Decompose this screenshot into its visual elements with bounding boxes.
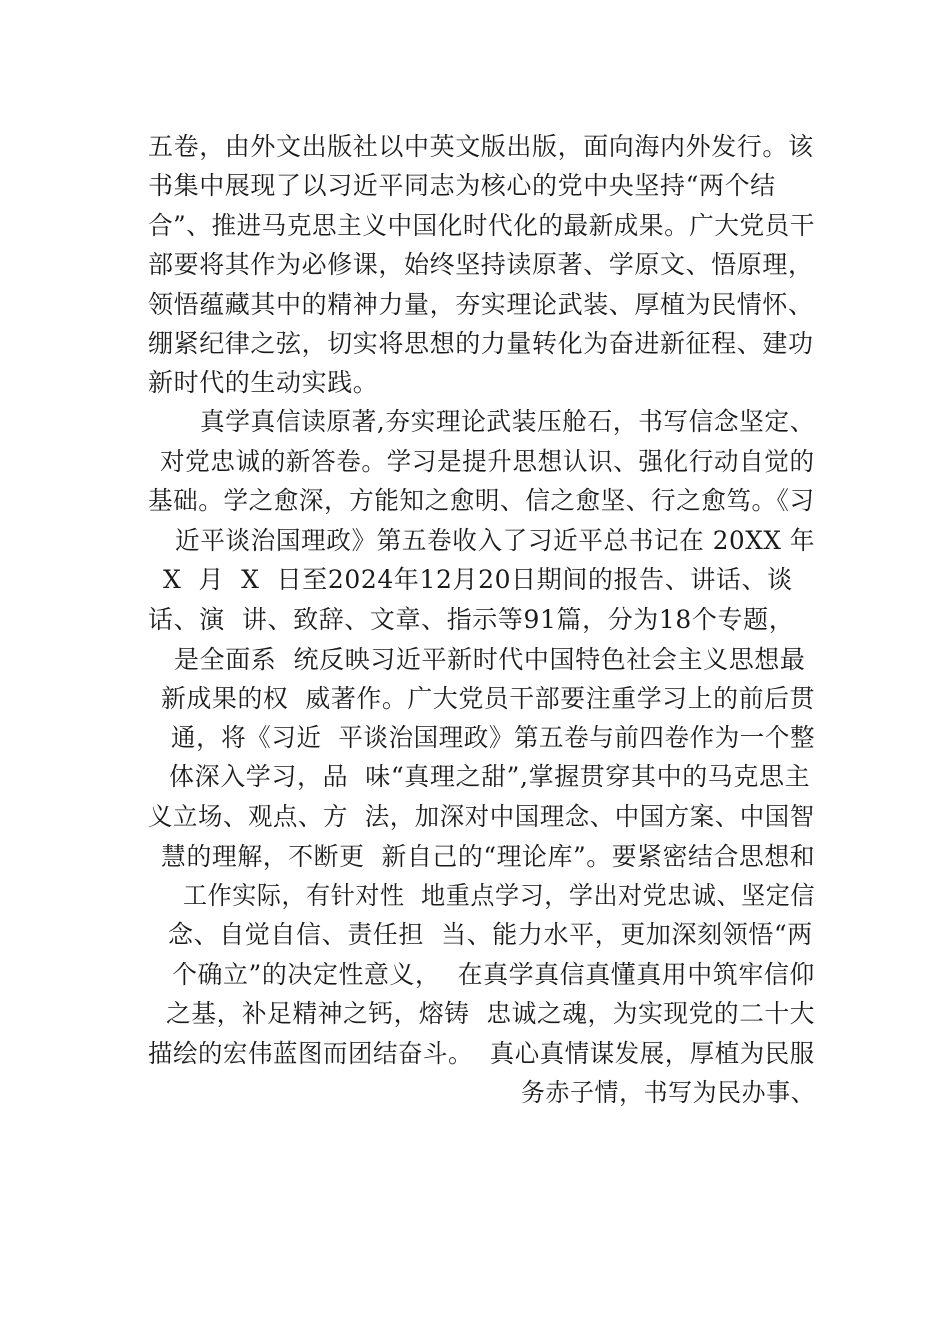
text-line: 个确立”的决定性意义， 在真学真信真懂真用中筑牢信仰 [172, 960, 815, 989]
text-line: 新成果的权 威著作。广大党员干部要注重学习上的前后贯 [161, 684, 816, 713]
text-line: 领悟蕴藏其中的精神力量，夯实理论武装、厚植为民情怀、 [148, 290, 814, 319]
text-line: 基础。学之愈深，方能知之愈明、信之愈坚、行之愈笃。《习 [148, 486, 815, 515]
text-line: X 月 X 日至2024年12月20日期间的报告、讲话、谈 [163, 565, 793, 594]
text-line: 是全面系 统反映习近平新时代中国特色社会主义思想最 [174, 645, 806, 674]
text-line: 念、自觉自信、责任担 当、能力水平，更加深刻领悟“两 [168, 920, 813, 949]
text-line: 合”、推进马克思主义中国化时代化的最新成果。广大党员干 [148, 211, 815, 240]
text-line: 务赤子情，书写为民办事、 [521, 1078, 816, 1107]
text-line: 对党忠诚的新答卷。学习是提升思想认识、强化行动自觉的 [160, 447, 815, 476]
text-line: 部要将其作为必修课，始终坚持读原著、学原文、悟原理， [148, 250, 814, 279]
text-line: 描绘的宏伟蓝图而团结奋斗。 真心真情谋发展，厚植为民服 [148, 1039, 815, 1068]
text-line: 新时代的生动实践。 [148, 368, 379, 397]
text-line: 近平谈治国理政》第五卷收入了习近平总书记在 20XX 年 [175, 526, 816, 555]
text-line: 之基，补足精神之钙，熔铸 忠诚之魂，为实现党的二十大 [166, 999, 816, 1028]
text-line: 绷紧纪律之弦，切实将思想的力量转化为奋进新征程、建功 [148, 329, 814, 358]
text-line: 体深入学习，品 味“真理之甜”,掌握贯穿其中的马克思主 [169, 762, 811, 791]
text-line: 义立场、观点、方 法，加深对中国理念、中国方案、中国智 [148, 802, 815, 831]
text-line: 通，将《习近 平谈治国理政》第五卷与前四卷作为一个整 [171, 723, 816, 752]
text-line: 书集中展现了以习近平同志为核心的党中央坚持“两个结 [148, 171, 776, 200]
text-line: 话、演 讲、致辞、文章、指示等91篇，分为18个专题， [148, 605, 795, 634]
text-line: 真学真信读原著,夯实理论武装压舱石，书写信念坚定、 [200, 407, 815, 436]
text-line: 五卷，由外文出版社以中英文版出版，面向海内外发行。该 [148, 132, 814, 161]
text-line: 慧的理解，不断更 新自己的“理论库”。要紧密结合思想和 [161, 842, 816, 871]
text-line: 工作实际，有针对性 地重点学习，学出对党忠诚、坚定信 [183, 881, 816, 910]
